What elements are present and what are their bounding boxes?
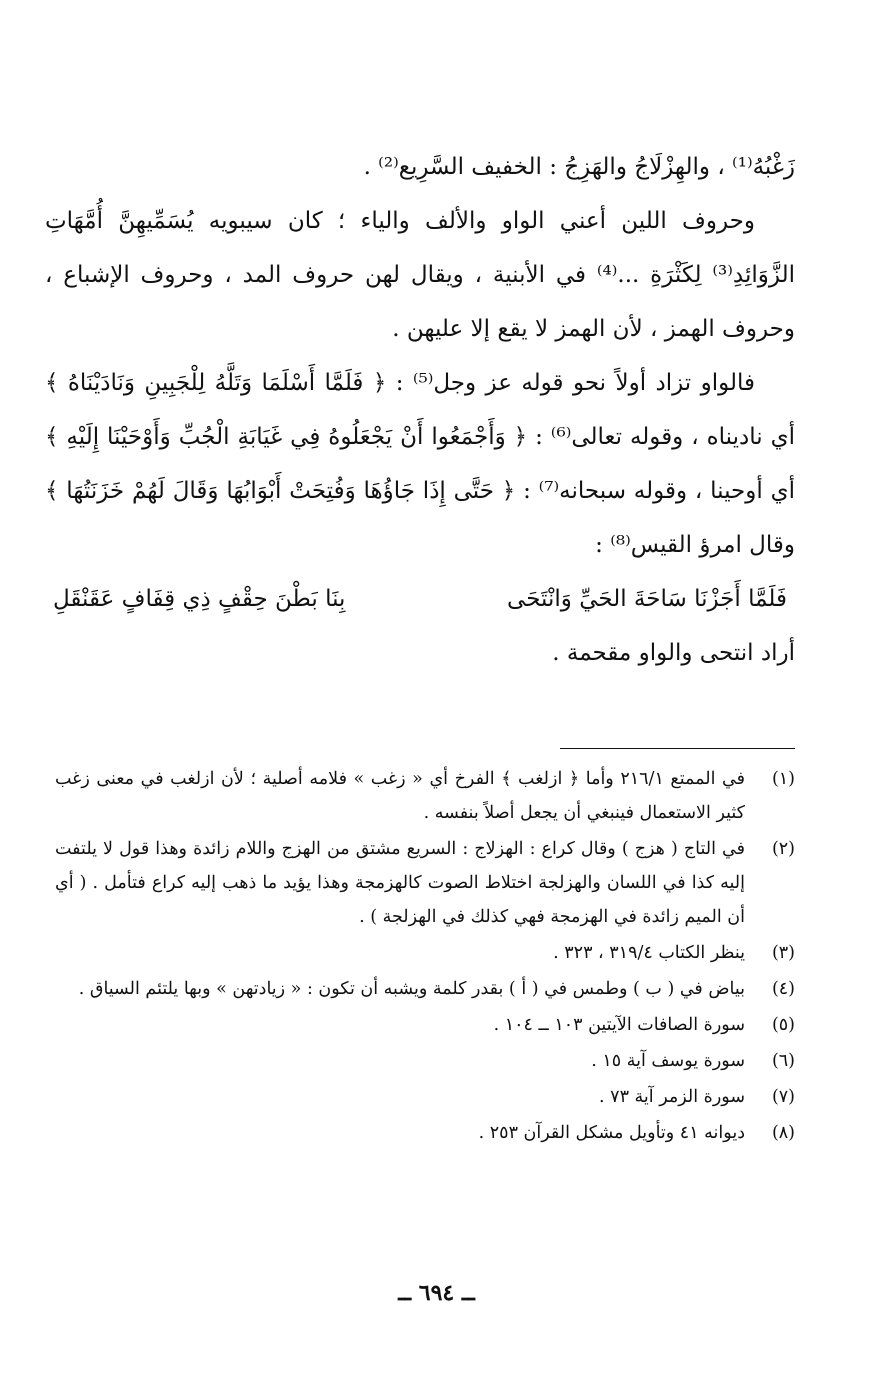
poetry-verse [45,572,795,626]
footnote-text: سورة الصافات الآيتين ١٠٣ ــ ١٠٤ . [493,1015,745,1035]
footnote-number: (١) [771,769,795,789]
footnote [55,972,795,1006]
closing-line: أراد انتحى والواو مقحمة . [552,640,795,666]
verse-second-hemistich: بِنَا بَطْنَ حِقْفٍ ذِي قِفَافٍ عَقَنْقَلِ [53,586,346,612]
footnote [55,1008,795,1042]
footnote-text: ديوانه ٤١ وتأويل مشكل القرآن ٢٥٣ . [478,1123,745,1143]
footnote-text: سورة يوسف آية ١٥ . [591,1051,745,1071]
footnote [55,1080,795,1114]
footnote [55,1044,795,1078]
footnote-number: (٣) [771,943,795,963]
footnote-number: (٥) [771,1015,795,1035]
footnote [55,832,795,934]
page-number: ــ ٦٩٤ ــ [398,1280,475,1306]
footnote-text: ينظر الكتاب ٣١٩/٤ ، ٣٢٣ . [553,943,745,963]
footnote [55,936,795,970]
footnote-number: (٧) [771,1087,795,1107]
footnote-number: (٤) [771,979,795,999]
footnote [55,1116,795,1150]
footnote-text: بياض في ( ب ) وطمس في ( أ ) بقدر كلمة ويشبه أن تكون : « زيادتهن » وبها يلتئم السياق . [78,979,745,999]
footnote [55,762,795,830]
footnote-text: في التاج ( هزج ) وقال كراع : الهزلاج : السريع مشتق من الهزج واللام زائدة وهذا قول لا يلتفت إليه كذا في اللسان والهزلجة اختلاط الصوت كالهزمجة وهذا يؤيد ما ذهب إليه كراع فتأمل . ( أي أن الميم زائدة في الهزمجة فهي كذلك في الهزلجة ) . [55,839,745,927]
paragraph-3: فالواو تزاد أولاً نحو قوله عز وجل⁽⁵⁾ : ﴿ فَلَمَّا أَسْلَمَا وَتَلَّهُ لِلْجَبِينِ وَنَادَيْنَاهُ ﴾ أي ناديناه ، وقوله تعالى⁽⁶⁾ : ﴿ وَأَجْمَعُوا أَنْ يَجْعَلُوهُ فِي غَيَابَةِ الْجُبِّ وَأَوْحَيْنَا إِلَيْهِ ﴾ أي أوحينا ، وقوله سبحانه⁽⁷⁾ : ﴿ حَتَّى إِذَا جَاؤُهَا وَفُتِحَتْ أَبْوَابُهَا وَقَالَ لَهُمْ خَزَنَتُهَا ﴾ وقال امرؤ القيس⁽⁸⁾ : [45,370,796,558]
footnote-number: (٢) [771,839,795,859]
footnotes [55,762,795,1152]
footnote-number: (٦) [771,1051,795,1071]
footnote-number: (٨) [771,1123,795,1143]
footnote-text: في الممتع ٢١٦/١ وأما ﴿ ازلغب ﴾ الفرخ أي « زغب » فلامه أصلية ؛ لأن ازلغب في معنى زغب كثير الاستعمال فينبغي أن يجعل أصلاً بنفسه . [55,769,745,823]
verse-first-hemistich: فَلَمَّا أَجَزْنَا سَاحَةَ الحَيِّ وَانْتَحَى [507,586,787,612]
paragraph-2: وحروف اللين أعني الواو والألف والياء ؛ كان سيبويه يُسَمِّيهِنَّ أُمَّهَاتِ الزَّوَائِدِ⁽³⁾ لِكَثْرَةِ ...⁽⁴⁾ في الأبنية ، ويقال لهن حروف المد ، وحروف الإشباع ، وحروف الهمز ، لأن الهمز لا يقع إلا عليهن . [45,208,795,342]
paragraph-1: زَغْبُهُ⁽¹⁾ ، والهِزْلَاجُ والهَزِجُ : الخفيف السَّرِيع⁽²⁾ . [363,154,795,180]
footnote-text: سورة الزمر آية ٧٣ . [599,1087,745,1107]
footnote-divider [560,748,795,749]
main-text [45,140,795,680]
